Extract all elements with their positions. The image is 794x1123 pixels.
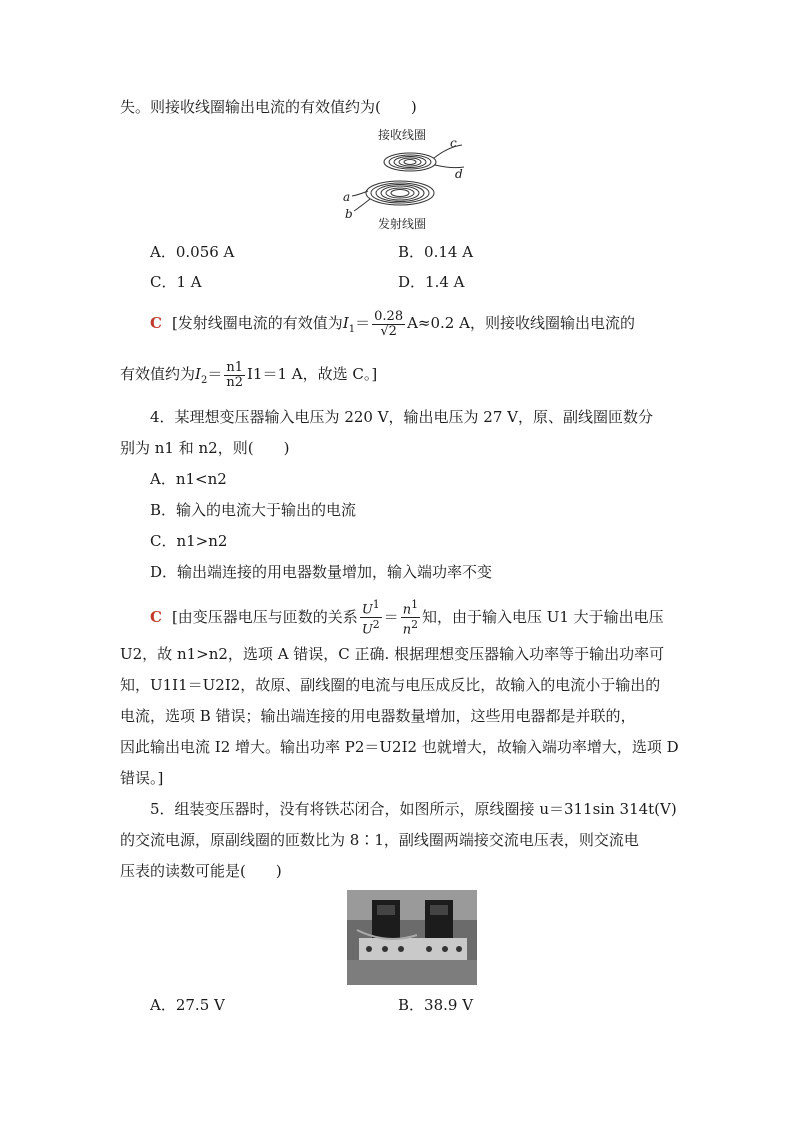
q5-stem-line2: 的交流电源，原副线圈的匝数比为 8∶1，副线圈两端接交流电压表，则交流电 xyxy=(120,831,639,849)
q3-explanation-line2: 有效值约为$I_2=$ $\frac{n1}{n2}$ I1＝1 A，故选 C。] xyxy=(120,359,378,390)
q4-explanation-line6: 错误。] xyxy=(120,769,164,787)
q3-option-d[interactable]: D．1.4 A xyxy=(398,273,465,291)
q5-stem-line3: 压表的读数可能是( ) xyxy=(120,862,282,880)
transmit-coil-label: 发射线圈 xyxy=(378,217,427,231)
q4-explanation-line1: C [由变压器电压与匝数的关系 $\frac{U^1}{U^2}$ ＝ $\frac{n^1}{n^2}$ 知，由于输入电压 U1 大于输出电压 xyxy=(150,598,664,638)
q4-answer: C xyxy=(150,607,162,626)
q5-option-a[interactable]: A．27.5 V xyxy=(150,996,225,1014)
q4-stem-line1: 4．某理想变压器输入电压为 220 V，输出电压为 27 V，原、副线圈匝数分 xyxy=(150,408,654,426)
fraction-0-28-over-root2: $\frac{0.28}{√2}$ xyxy=(374,308,404,339)
transformer-photo xyxy=(347,890,477,985)
lead-a-label: a xyxy=(343,190,351,204)
lead-d-label: d xyxy=(455,167,463,181)
q5-stem-line1: 5．组装变压器时，没有将铁芯闭合，如图所示，原线圈接 u＝311sin 314t(V) xyxy=(150,800,677,818)
q3-option-a[interactable]: A．0.056 A xyxy=(150,243,235,261)
q5-option-b[interactable]: B．38.9 V xyxy=(398,996,474,1014)
q3-option-b[interactable]: B．0.14 A xyxy=(398,243,474,261)
lead-c-label: c xyxy=(450,136,457,150)
q4-explanation-line5: 因此输出电流 I2 增大。输出功率 P2＝U2I2 也就增大，故输入端功率增大，选项 D xyxy=(120,738,679,756)
q4-option-d[interactable]: D．输出端连接的用电器数量增加，输入端功率不变 xyxy=(150,563,493,581)
coil-figure xyxy=(340,125,480,235)
q4-explanation-line2: U2，故 n1>n2，选项 A 错误，C 正确. 根据理想变压器输入功率等于输出功率可 xyxy=(120,645,665,663)
lead-b-label: b xyxy=(345,207,353,221)
fraction-n1-over-n2: $\frac{n1}{n2}$ xyxy=(226,359,243,390)
coil-drawing xyxy=(340,125,480,235)
q4-stem-line2: 别为 n1 和 n2，则( ) xyxy=(120,439,290,457)
fraction-n1-over-n2-b: $\frac{n^1}{n^2}$ xyxy=(402,598,418,638)
q3-option-c[interactable]: C．1 A xyxy=(150,273,202,291)
transformer-photo-drawing xyxy=(347,890,477,985)
receive-coil-label: 接收线圈 xyxy=(378,128,427,142)
q3-explanation-line1: C [发射线圈电流的有效值为$I_1=$ $\frac{0.28}{√2}$ A≈0.2 A，则接收线圈输出电流的 xyxy=(150,308,635,339)
fraction-u1-over-u2: $\frac{U^1}{U^2}$ xyxy=(361,598,380,638)
q4-explanation-line3: 知，U1I1＝U2I2，故原、副线圈的电流与电压成反比，故输入的电流小于输出的 xyxy=(120,676,661,694)
q4-option-a[interactable]: A．n1<n2 xyxy=(150,470,227,488)
q4-option-b[interactable]: B．输入的电流大于输出的电流 xyxy=(150,501,357,519)
q4-option-c[interactable]: C．n1>n2 xyxy=(150,532,228,550)
q3-stem-tail: 失。则接收线圈输出电流的有效值约为( ) xyxy=(120,98,417,116)
q3-answer: C xyxy=(150,314,162,332)
q4-explanation-line4: 电流，选项 B 错误；输出端连接的用电器数量增加，这些用电器都是并联的， xyxy=(120,707,636,725)
